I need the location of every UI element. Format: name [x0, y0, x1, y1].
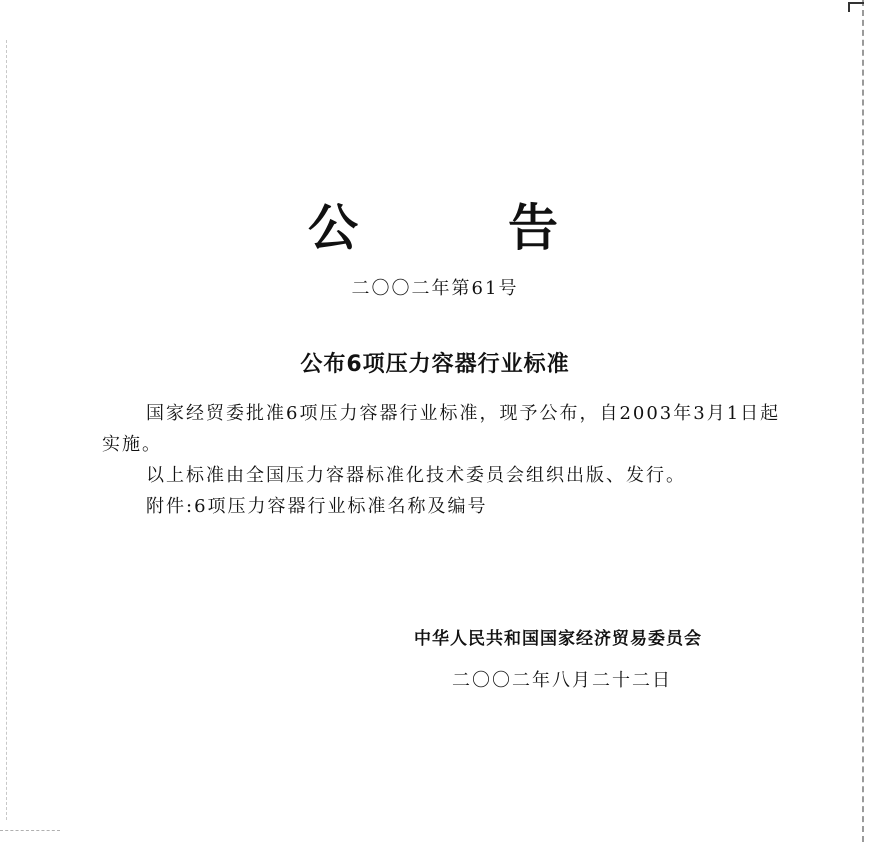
scan-corner-mark — [848, 2, 864, 12]
body-paragraph-attachment: 附件:6项压力容器行业标准名称及编号 — [146, 496, 488, 517]
body-paragraph-approval: 国家经贸委批准6项压力容器行业标准，现予公布，自2003年3月1日起实施。 — [102, 403, 781, 455]
title-char-1: 公 — [308, 199, 362, 257]
scan-edge-bottom — [0, 830, 60, 832]
announcement-body — [102, 398, 782, 522]
scan-edge-right — [862, 0, 866, 842]
body-paragraph-publication: 以上标准由全国压力容器标准化技术委员会组织出版、发行。 — [146, 465, 686, 486]
document-number: 二〇〇二年第61号 — [351, 278, 519, 299]
issuing-authority: 中华人民共和国国家经济贸易委员会 — [414, 629, 702, 649]
title-char-2: 告 — [508, 199, 562, 257]
announcement-subject: 公布6项压力容器行业标准 — [300, 352, 570, 377]
issue-date: 二〇〇二年八月二十二日 — [452, 670, 672, 691]
scan-edge-left — [6, 40, 8, 820]
